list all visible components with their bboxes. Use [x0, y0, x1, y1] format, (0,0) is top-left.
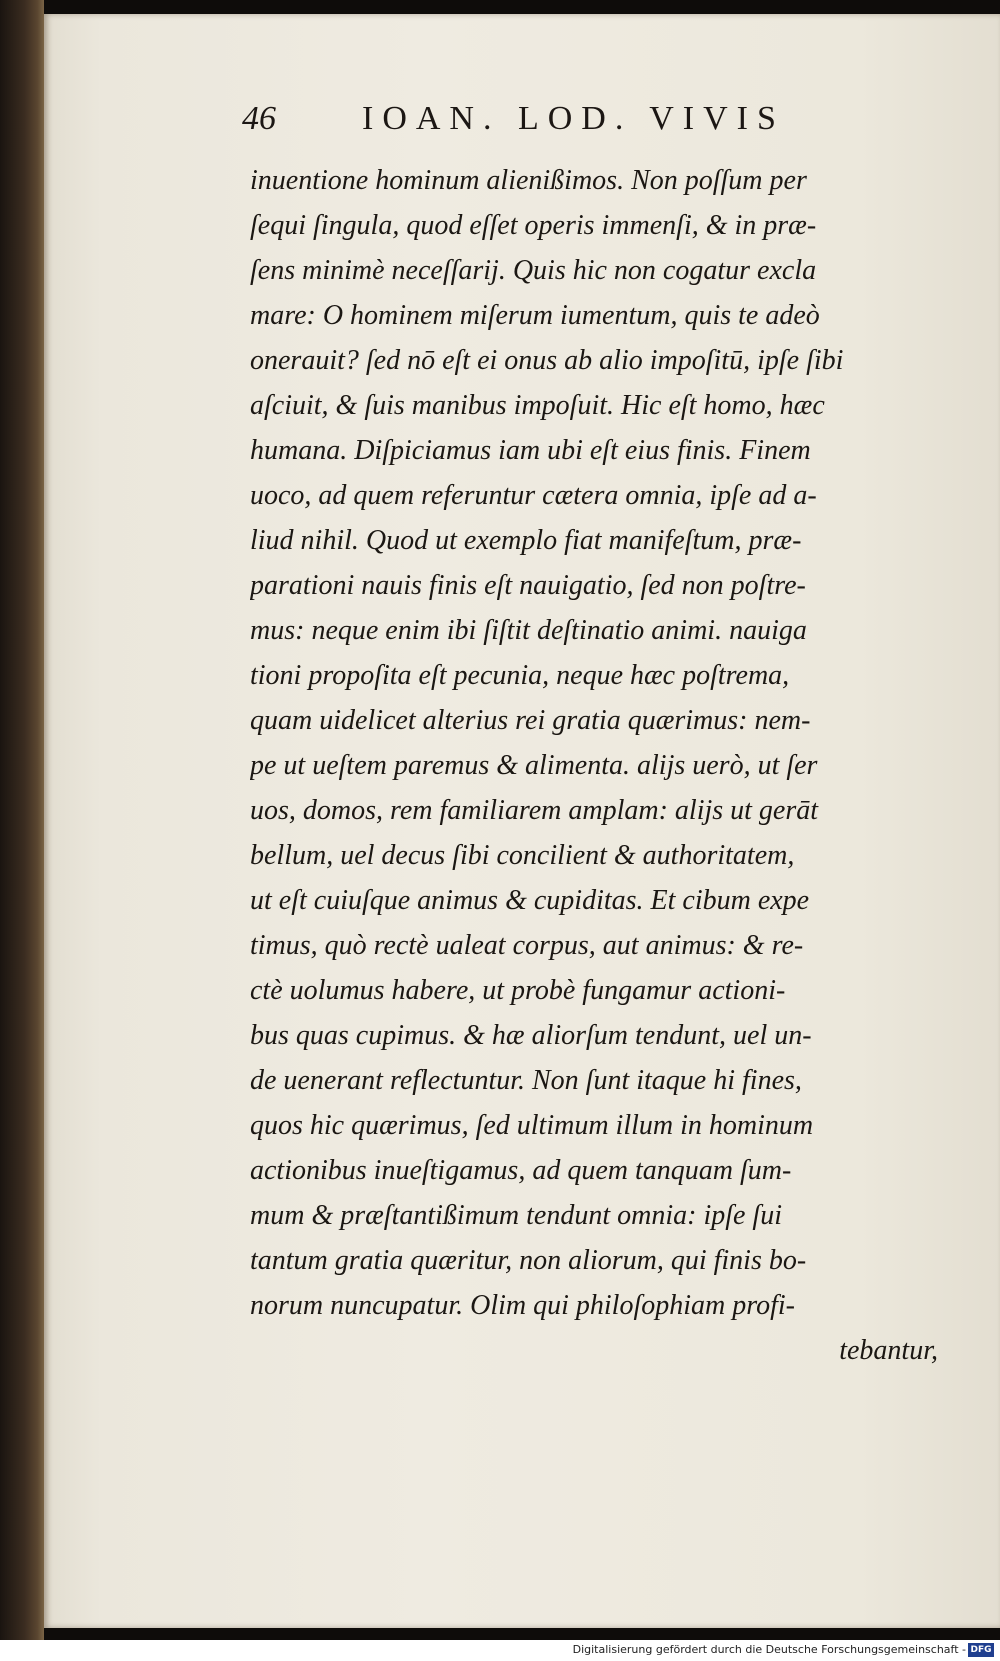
text-line: actionibus inueſtigamus, ad quem tanquam ſum-	[250, 1155, 792, 1186]
running-head	[242, 100, 882, 150]
text-line: norum nuncupatur. Olim qui philoſophiam profi-	[250, 1290, 795, 1321]
text-line: mus: neque enim ibi ſiſtit deſtinatio animi. nauiga	[250, 615, 807, 646]
text-line: humana. Diſpiciamus iam ubi eſt eius finis. Finem	[250, 435, 811, 466]
text-line: mum & præſtantißimum tendunt omnia: ipſe ſui	[250, 1200, 782, 1231]
text-line: bellum, uel decus ſibi concilient & authoritatem,	[250, 840, 795, 871]
text-line: quos hic quærimus, ſed ultimum illum in hominum	[250, 1110, 814, 1141]
text-line: onerauit? ſed nō eſt ei onus ab alio impoſitū, ipſe ſibi	[250, 345, 844, 376]
text-line: timus, quò rectè ualeat corpus, aut animus: & re-	[250, 930, 804, 961]
text-line: parationi nauis finis eſt nauigatio, ſed non poſtre-	[250, 570, 806, 601]
text-line: quam uidelicet alterius rei gratia quærimus: nem-	[250, 705, 811, 736]
text-line: ut eſt cuiuſque animus & cupiditas. Et cibum expe	[250, 885, 810, 916]
text-line: pe ut ueſtem paremus & alimenta. alijs uerò, ut ſer	[250, 750, 818, 781]
page-number: 46	[242, 100, 276, 137]
text-line: ſequi ſingula, quod eſſet operis immenſi, & in præ-	[250, 210, 817, 241]
text-block	[250, 158, 950, 1373]
text-line: aſciuit, & ſuis manibus impoſuit. Hic eſt homo, hæc	[250, 390, 825, 421]
text-line: inuentione hominum alienißimos. Non poſſum per	[250, 165, 807, 196]
book-binding-edge	[0, 0, 44, 1640]
digitization-credit: Digitalisierung gefördert durch die Deutsche Forschungsgemeinschaft -	[572, 1643, 966, 1656]
text-line: uoco, ad quem referuntur cætera omnia, ipſe ad a-	[250, 480, 817, 511]
text-line: ctè uolumus habere, ut probè fungamur actioni-	[250, 975, 786, 1006]
text-line: uos, domos, rem familiarem amplam: alijs ut gerāt	[250, 795, 819, 826]
text-line: bus quas cupimus. & hæ aliorſum tendunt, uel un-	[250, 1020, 812, 1051]
text-line: de uenerant reflectuntur. Non ſunt itaque hi fines,	[250, 1065, 802, 1096]
dfg-logo-icon: DFG	[968, 1643, 994, 1657]
text-line: tantum gratia quæritur, non aliorum, qui finis bo-	[250, 1245, 807, 1276]
text-line: ſens minimè neceſſarij. Quis hic non cogatur excla	[250, 255, 817, 286]
text-line: mare: O hominem miſerum iumentum, quis te adeò	[250, 300, 820, 331]
text-line: liud nihil. Quod ut exemplo fiat manifeſtum, præ-	[250, 525, 802, 556]
footer-bar	[0, 1640, 1000, 1661]
catchword: tebantur,	[839, 1335, 938, 1366]
running-title: IOAN. LOD. VIVIS	[362, 100, 785, 137]
text-line: tioni propoſita eſt pecunia, neque hæc poſtrema,	[250, 660, 790, 691]
